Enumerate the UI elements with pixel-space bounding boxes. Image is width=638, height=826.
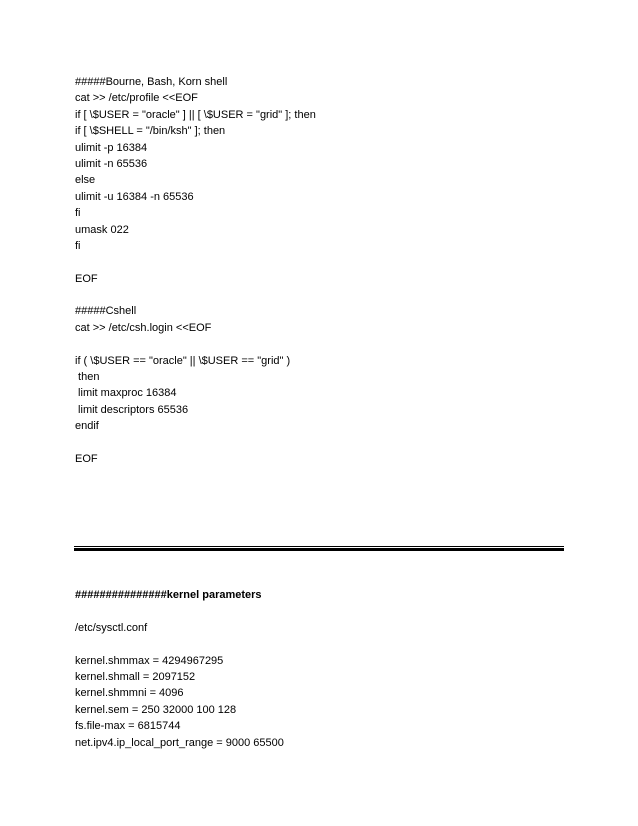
blank-line bbox=[75, 603, 565, 619]
section-divider bbox=[74, 546, 564, 551]
blank-line bbox=[75, 435, 565, 451]
eof-marker: EOF bbox=[75, 452, 98, 465]
code-line: limit descriptors 65536 bbox=[75, 403, 189, 416]
kernel-param: kernel.shmall = 2097152 bbox=[75, 670, 196, 683]
code-line: ulimit -p 16384 bbox=[75, 141, 148, 154]
code-line: limit maxproc 16384 bbox=[75, 387, 177, 400]
section-heading: ###############kernel parameters bbox=[75, 589, 262, 601]
kernel-param: kernel.sem = 250 32000 100 128 bbox=[75, 703, 237, 716]
divider-thick-line bbox=[74, 548, 564, 551]
code-line: #####Bourne, Bash, Korn shell bbox=[75, 76, 228, 88]
code-line: cat >> /etc/profile <<EOF bbox=[75, 92, 198, 105]
blank-line bbox=[75, 254, 565, 270]
eof-marker: EOF bbox=[75, 272, 98, 285]
kernel-params-block bbox=[75, 587, 565, 751]
kernel-param: fs.file-max = 6815744 bbox=[75, 720, 181, 733]
code-line: if [ \$SHELL = "/bin/ksh" ]; then bbox=[75, 125, 226, 138]
code-line: ulimit -u 16384 -n 65536 bbox=[75, 190, 194, 203]
code-line: cat >> /etc/csh.login <<EOF bbox=[75, 321, 212, 334]
blank-line bbox=[75, 287, 565, 303]
code-line: ulimit -n 65536 bbox=[75, 157, 148, 170]
code-line: fi bbox=[75, 207, 81, 220]
code-line: fi bbox=[75, 239, 81, 252]
bourne-shell-block bbox=[75, 74, 565, 467]
code-line: endif bbox=[75, 420, 99, 433]
code-line: else bbox=[75, 174, 96, 187]
blank-line bbox=[75, 336, 565, 352]
divider-thin-line bbox=[74, 546, 564, 547]
code-line: if [ \$USER = "oracle" ] || [ \$USER = "grid" ]; then bbox=[75, 108, 316, 121]
code-line: #####Cshell bbox=[75, 305, 137, 318]
kernel-param: kernel.shmmax = 4294967295 bbox=[75, 654, 224, 667]
code-line: umask 022 bbox=[75, 223, 129, 236]
config-file-path: /etc/sysctl.conf bbox=[75, 621, 148, 634]
code-line: if ( \$USER == "oracle" || \$USER == "grid" ) bbox=[75, 354, 291, 367]
code-line: then bbox=[75, 371, 100, 384]
blank-line bbox=[75, 636, 565, 652]
kernel-param: kernel.shmmni = 4096 bbox=[75, 687, 184, 700]
kernel-param: net.ipv4.ip_local_port_range = 9000 65500 bbox=[75, 736, 284, 749]
